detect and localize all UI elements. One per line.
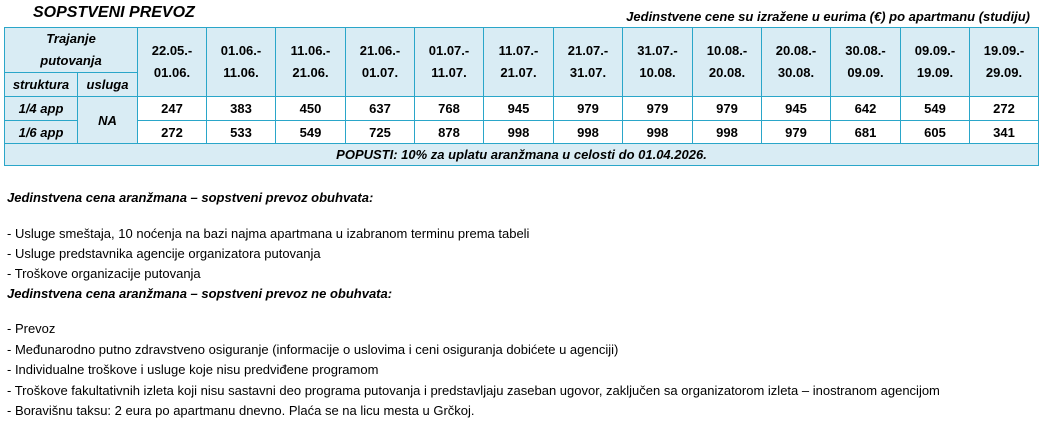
price-cell: 605 bbox=[901, 121, 970, 144]
period-cell: 30.08.- 09.09. bbox=[831, 28, 901, 97]
page-title: SOPSTVENI PREVOZ bbox=[33, 4, 195, 21]
excluded-item: - Boravišnu taksu: 2 eura po apartmanu dnevno. Plaća se na licu mesta u Grčkoj. bbox=[7, 403, 475, 418]
structure-cell: 1/4 app bbox=[5, 97, 78, 121]
price-cell: 878 bbox=[415, 121, 484, 144]
discount-row bbox=[5, 144, 1039, 166]
price-cell: 998 bbox=[623, 121, 693, 144]
included-item: - Usluge smeštaja, 10 noćenja na bazi najma apartmana u izabranom terminu prema tabeli bbox=[7, 226, 530, 241]
service-label: usluga bbox=[78, 73, 138, 97]
discount-text: POPUSTI: 10% za uplatu aranžmana u celosti do 01.04.2026. bbox=[5, 144, 1039, 166]
price-cell: 979 bbox=[623, 97, 693, 121]
price-cell: 998 bbox=[693, 121, 762, 144]
price-table bbox=[4, 27, 1039, 166]
price-cell: 768 bbox=[415, 97, 484, 121]
table-row bbox=[5, 97, 1039, 121]
period-cell: 21.07.- 31.07. bbox=[554, 28, 623, 97]
price-cell: 450 bbox=[276, 97, 346, 121]
price-cell: 637 bbox=[346, 97, 415, 121]
service-cell: NA bbox=[78, 97, 138, 144]
price-cell: 979 bbox=[554, 97, 623, 121]
period-cell: 20.08.- 30.08. bbox=[762, 28, 831, 97]
excluded-item: - Međunarodno putno zdravstveno osiguranje (informacije o uslovima i ceni osiguranja dobićete u agenciji) bbox=[7, 342, 619, 357]
period-cell: 31.07.- 10.08. bbox=[623, 28, 693, 97]
structure-cell: 1/6 app bbox=[5, 121, 78, 144]
period-cell: 11.06.- 21.06. bbox=[276, 28, 346, 97]
price-cell: 725 bbox=[346, 121, 415, 144]
price-cell: 642 bbox=[831, 97, 901, 121]
price-cell: 998 bbox=[554, 121, 623, 144]
currency-note: Jedinstvene cene su izražene u eurima (€) po apartmanu (studiju) bbox=[626, 9, 1030, 24]
price-cell: 341 bbox=[970, 121, 1039, 144]
included-item: - Troškove organizacije putovanja bbox=[7, 266, 201, 281]
period-cell: 01.06.- 11.06. bbox=[207, 28, 276, 97]
price-cell: 979 bbox=[762, 121, 831, 144]
price-cell: 272 bbox=[138, 121, 207, 144]
excluded-item: - Individualne troškove i usluge koje nisu predviđene programom bbox=[7, 362, 379, 377]
price-cell: 247 bbox=[138, 97, 207, 121]
price-cell: 272 bbox=[970, 97, 1039, 121]
price-cell: 383 bbox=[207, 97, 276, 121]
table-row bbox=[5, 121, 1039, 144]
price-cell: 979 bbox=[693, 97, 762, 121]
price-cell: 945 bbox=[484, 97, 554, 121]
price-cell: 998 bbox=[484, 121, 554, 144]
price-cell: 533 bbox=[207, 121, 276, 144]
excluded-heading: Jedinstvena cena aranžmana – sopstveni prevoz ne obuhvata: bbox=[7, 286, 393, 301]
header-row-periods bbox=[5, 28, 1039, 73]
included-heading: Jedinstvena cena aranžmana – sopstveni prevoz obuhvata: bbox=[7, 190, 374, 205]
price-cell: 945 bbox=[762, 97, 831, 121]
period-cell: 09.09.- 19.09. bbox=[901, 28, 970, 97]
period-cell: 19.09.- 29.09. bbox=[970, 28, 1039, 97]
excluded-item: - Prevoz bbox=[7, 321, 56, 336]
duration-label: Trajanje putovanja bbox=[5, 28, 138, 73]
period-cell: 21.06.- 01.07. bbox=[346, 28, 415, 97]
period-cell: 11.07.- 21.07. bbox=[484, 28, 554, 97]
included-item: - Usluge predstavnika agencije organizatora putovanja bbox=[7, 246, 321, 261]
structure-label: struktura bbox=[5, 73, 78, 97]
period-cell: 01.07.- 11.07. bbox=[415, 28, 484, 97]
price-cell: 549 bbox=[276, 121, 346, 144]
period-cell: 22.05.- 01.06. bbox=[138, 28, 207, 97]
price-cell: 681 bbox=[831, 121, 901, 144]
period-cell: 10.08.- 20.08. bbox=[693, 28, 762, 97]
excluded-item: - Troškove fakultativnih izleta koji nisu sastavni deo programa putovanja i predstavljaju zaseban ugovor, zaključen sa organizatorom izleta – inostranom agencijom bbox=[7, 383, 940, 398]
price-cell: 549 bbox=[901, 97, 970, 121]
